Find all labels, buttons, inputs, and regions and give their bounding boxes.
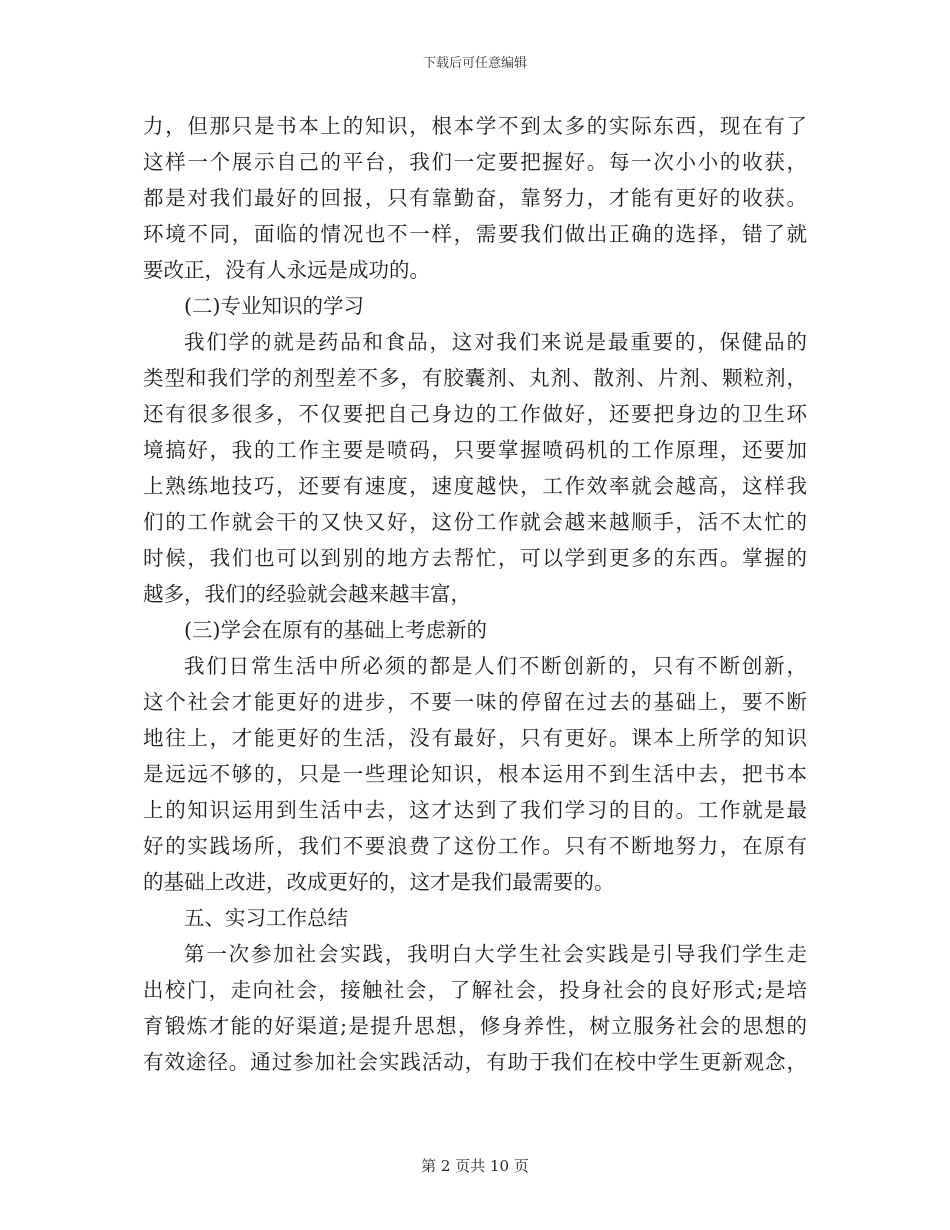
page-footer: 第 2 页共 10 页 [421, 1157, 529, 1175]
text-line: 力，但那只是书本上的知识，根本学不到太多的实际东西，现在有了 [143, 114, 807, 138]
text-line: 境搞好，我的工作主要是喷码，只要掌握喷码机的工作原理，还要加 [143, 438, 807, 462]
text-line: 的基础上改进，改成更好的，这才是我们最需要的。 [143, 870, 615, 894]
text-line: 育锻炼才能的好渠道;是提升思想，修身养性，树立服务社会的思想的 [143, 1014, 807, 1038]
section-heading: 五、实习工作总结 [184, 906, 348, 930]
text-line: 时候，我们也可以到别的地方去帮忙，可以学到更多的东西。掌握的 [143, 546, 807, 570]
text-line: 类型和我们学的剂型差不多，有胶囊剂、丸剂、散剂、片剂、颗粒剂， [143, 366, 807, 390]
text-line: 是远远不够的，只是一些理论知识，根本运用不到生活中去，把书本 [143, 762, 807, 786]
page-header: 下载后可任意编辑 [422, 56, 527, 71]
section-heading: (二)专业知识的学习 [184, 294, 364, 318]
document-body [143, 108, 807, 1080]
text-line: 有效途径。通过参加社会实践活动，有助于我们在校中学生更新观念， [143, 1050, 807, 1074]
text-line: 环境不同，面临的情况也不一样，需要我们做出正确的选择，错了就 [143, 222, 807, 246]
text-line: 好的实践场所，我们不要浪费了这份工作。只有不断地努力，在原有 [143, 834, 807, 858]
text-line: 上熟练地技巧，还要有速度，速度越快，工作效率就会越高，这样我 [143, 474, 807, 498]
text-line: 地往上，才能更好的生活，没有最好，只有更好。课本上所学的知识 [143, 726, 807, 750]
text-line: 都是对我们最好的回报，只有靠勤奋，靠努力，才能有更好的收获。 [143, 186, 807, 210]
text-line: 第一次参加社会实践，我明白大学生社会实践是引导我们学生走 [184, 942, 807, 966]
text-line: 要改正，没有人永远是成功的。 [143, 258, 430, 282]
text-line: 这个社会才能更好的进步，不要一味的停留在过去的基础上，要不断 [143, 690, 807, 714]
text-line: 出校门，走向社会，接触社会，了解社会，投身社会的良好形式;是培 [143, 978, 807, 1002]
text-line: 上的知识运用到生活中去，这才达到了我们学习的目的。工作就是最 [143, 798, 807, 822]
text-line: 还有很多很多，不仅要把自己身边的工作做好，还要把身边的卫生环 [143, 402, 807, 426]
text-line: 这样一个展示自己的平台，我们一定要把握好。每一次小小的收获， [143, 150, 807, 174]
text-line: 我们日常生活中所必须的都是人们不断创新的，只有不断创新， [184, 654, 807, 678]
section-heading: (三)学会在原有的基础上考虑新的 [184, 618, 487, 642]
text-line: 我们学的就是药品和食品，这对我们来说是最重要的，保健品的 [184, 330, 807, 354]
text-line: 越多，我们的经验就会越来越丰富， [143, 582, 471, 606]
text-line: 们的工作就会干的又快又好，这份工作就会越来越顺手，活不太忙的 [143, 510, 807, 534]
